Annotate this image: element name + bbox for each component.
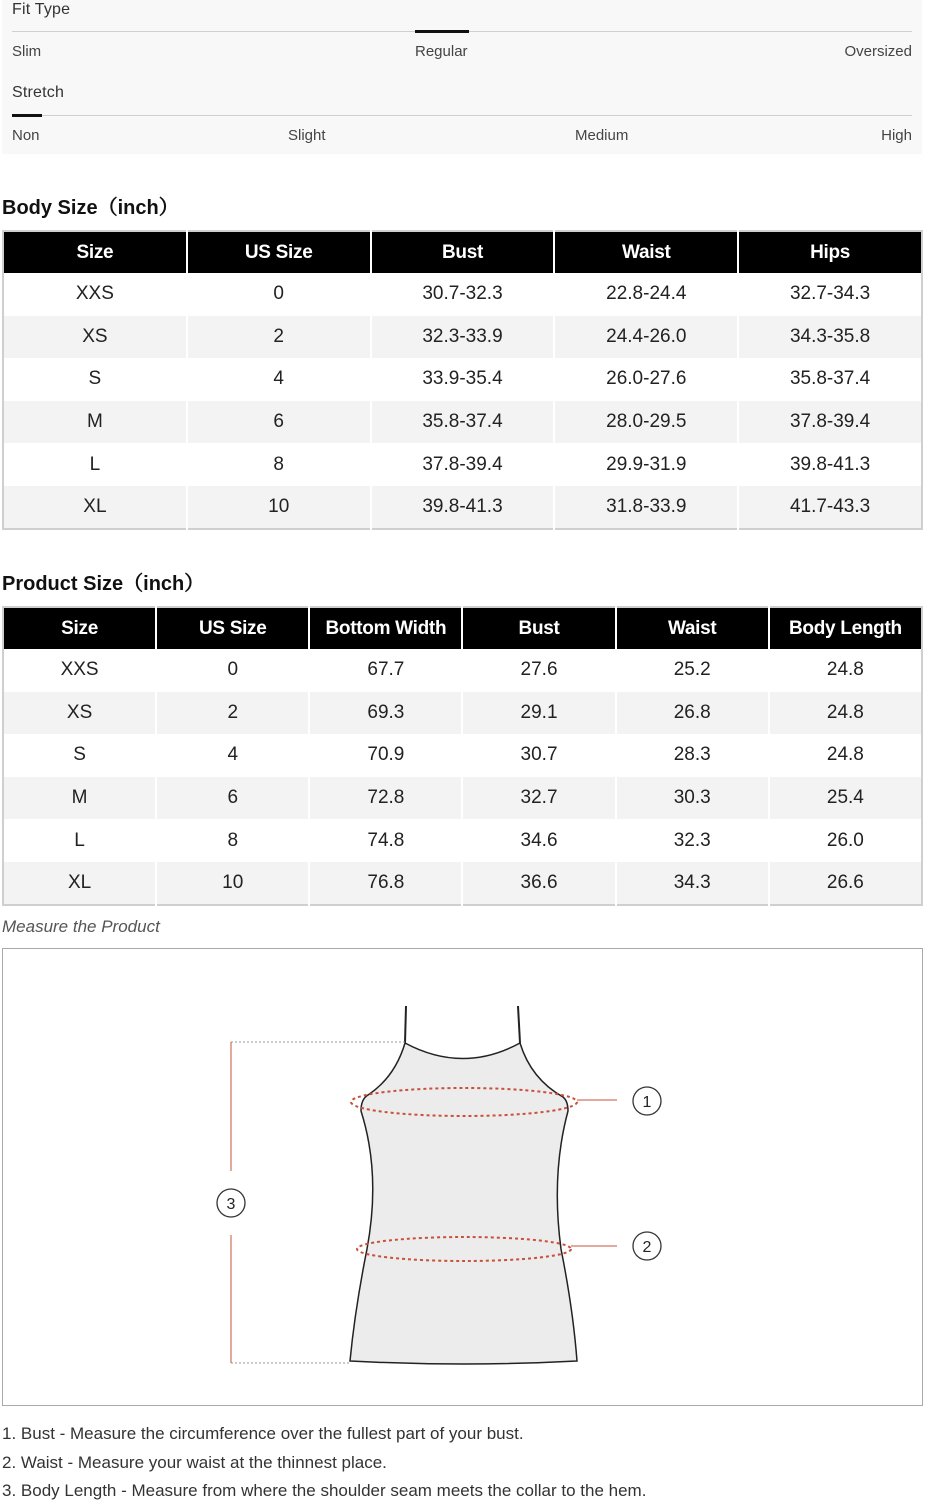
header-us-size: US Size [187,231,371,273]
table-cell: 26.0 [769,819,922,862]
measure-caption: Measure the Product [2,917,160,936]
table-cell: 35.8-37.4 [738,358,922,401]
table-cell: 74.8 [309,819,462,862]
table-cell: 27.6 [462,649,615,692]
table-header-row [3,607,922,649]
table-row [3,316,922,359]
fit-type-title: Fit Type [12,1,71,18]
table-cell: 4 [187,358,371,401]
table-cell: 8 [187,443,371,486]
header-waist: Waist [616,607,769,649]
table-cell: 25.4 [769,777,922,820]
table-row [3,401,922,444]
table-cell: 2 [187,316,371,359]
header-bust: Bust [371,231,555,273]
table-cell: 39.8-41.3 [738,443,922,486]
table-cell: L [3,443,187,486]
table-cell: 24.8 [769,692,922,735]
table-cell: 34.6 [462,819,615,862]
table-row [3,273,922,316]
fit-option-slim: Slim [12,43,42,60]
fit-option-regular: Regular [415,43,468,60]
table-cell: 76.8 [309,862,462,905]
table-cell: 32.7 [462,777,615,820]
table-cell: 6 [187,401,371,444]
table-cell: 32.3-33.9 [371,316,555,359]
table-cell: 33.9-35.4 [371,358,555,401]
product-size-table [2,606,923,906]
stretch-option-medium: Medium [575,127,629,144]
stretch-title: Stretch [12,84,65,101]
fit-stretch-panel [2,0,922,154]
marker-3 [217,1189,245,1217]
header-hips: Hips [738,231,922,273]
measurement-diagram [2,948,923,1406]
marker-2-label: 2 [642,1239,652,1256]
table-cell: 0 [156,649,309,692]
table-cell: 26.8 [616,692,769,735]
table-cell: 70.9 [309,734,462,777]
table-cell: 41.7-43.3 [738,486,922,529]
marker-2 [633,1232,661,1260]
stretch-selected-marker [12,114,42,117]
table-cell: 22.8-24.4 [554,273,738,316]
table-cell: 26.0-27.6 [554,358,738,401]
table-row [3,486,922,529]
header-bust: Bust [462,607,615,649]
table-cell: 37.8-39.4 [371,443,555,486]
note-waist: 2. Waist - Measure your waist at the thinnest place. [2,1452,387,1472]
marker-3-label: 3 [226,1196,236,1213]
table-row [3,692,922,735]
table-cell: 28.3 [616,734,769,777]
table-cell: 37.8-39.4 [738,401,922,444]
table-cell: XS [3,692,156,735]
table-cell: 35.8-37.4 [371,401,555,444]
table-cell: 24.8 [769,649,922,692]
table-row [3,819,922,862]
table-cell: 28.0-29.5 [554,401,738,444]
header-bottom-width: Bottom Width [309,607,462,649]
table-cell: 2 [156,692,309,735]
table-row [3,734,922,777]
fit-option-oversized: Oversized [844,43,912,60]
marker-1-label: 1 [642,1094,652,1111]
header-size: Size [3,231,187,273]
table-cell: M [3,401,187,444]
table-header-row [3,231,922,273]
table-cell: M [3,777,156,820]
header-us-size: US Size [156,607,309,649]
table-cell: 69.3 [309,692,462,735]
note-body-length: 3. Body Length - Measure from where the shoulder seam meets the collar to the hem. [2,1481,647,1500]
table-cell: XS [3,316,187,359]
table-cell: 67.7 [309,649,462,692]
header-body-length: Body Length [769,607,922,649]
table-cell: XL [3,486,187,529]
header-waist: Waist [554,231,738,273]
header-size: Size [3,607,156,649]
note-bust: 1. Bust - Measure the circumference over the fullest part of your bust. [2,1424,524,1443]
fit-type-selected-marker [415,30,469,33]
table-cell: XXS [3,649,156,692]
table-cell: 24.4-26.0 [554,316,738,359]
table-row [3,443,922,486]
table-cell: S [3,734,156,777]
stretch-option-non: Non [12,127,40,144]
table-cell: 26.6 [769,862,922,905]
table-row [3,862,922,905]
table-cell: 8 [156,819,309,862]
table-row [3,649,922,692]
left-strap [405,1006,406,1043]
table-cell: 32.3 [616,819,769,862]
table-cell: 0 [187,273,371,316]
table-cell: 31.8-33.9 [554,486,738,529]
table-cell: 29.1 [462,692,615,735]
table-cell: 72.8 [309,777,462,820]
table-cell: 10 [156,862,309,905]
table-cell: 24.8 [769,734,922,777]
table-cell: S [3,358,187,401]
table-cell: 6 [156,777,309,820]
table-cell: 4 [156,734,309,777]
table-cell: 30.3 [616,777,769,820]
product-size-title: Product Size（inch） [2,573,205,595]
table-row [3,358,922,401]
table-cell: XL [3,862,156,905]
table-cell: 29.9-31.9 [554,443,738,486]
stretch-option-high: High [881,127,912,144]
body-size-title: Body Size（inch） [2,197,179,219]
body-size-table [2,230,923,530]
measurement-notes [2,1420,646,1500]
table-cell: 25.2 [616,649,769,692]
table-cell: 10 [187,486,371,529]
table-cell: 34.3 [616,862,769,905]
right-strap [518,1006,520,1043]
stretch-option-slight: Slight [288,127,326,144]
stretch-scale-line [12,115,912,116]
table-cell: L [3,819,156,862]
table-cell: 30.7 [462,734,615,777]
table-cell: 34.3-35.8 [738,316,922,359]
table-cell: 32.7-34.3 [738,273,922,316]
table-cell: 30.7-32.3 [371,273,555,316]
table-cell: 36.6 [462,862,615,905]
table-cell: 39.8-41.3 [371,486,555,529]
marker-1 [633,1087,661,1115]
table-cell: XXS [3,273,187,316]
table-row [3,777,922,820]
camisole-diagram-svg [3,949,921,1404]
